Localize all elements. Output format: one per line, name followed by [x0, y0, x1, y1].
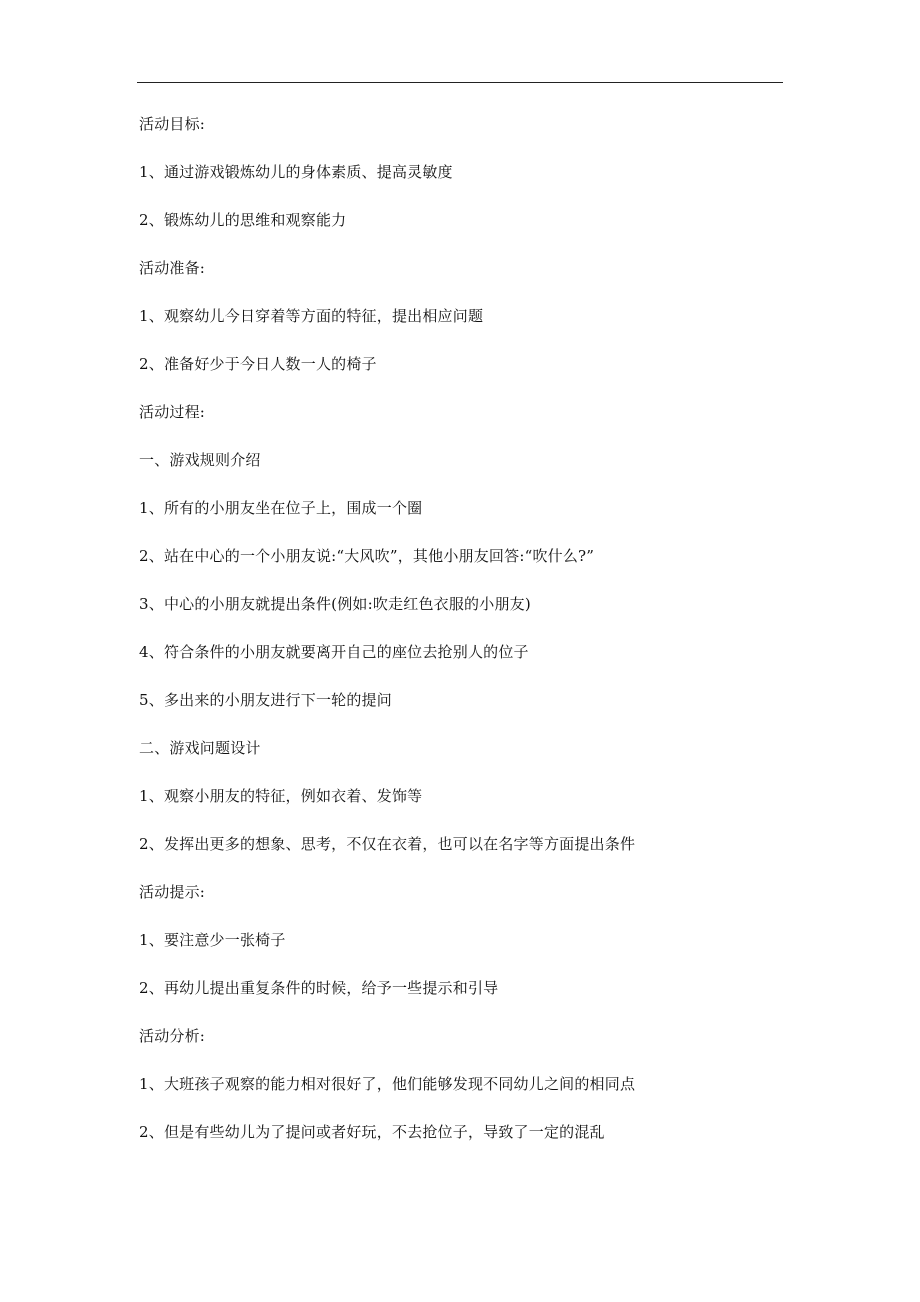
- list-item: 2、准备好少于今日人数一人的椅子: [139, 355, 377, 373]
- heading-activity-tips: 活动提示:: [139, 883, 206, 901]
- list-item: 3、中心的小朋友就提出条件(例如:吹走红色衣服的小朋友): [139, 595, 531, 613]
- heading-activity-preparation: 活动准备:: [139, 259, 206, 277]
- subheading-question-design: 二、游戏问题设计: [139, 739, 261, 757]
- list-item: 4、符合条件的小朋友就要离开自己的座位去抢别人的位子: [139, 643, 529, 661]
- list-item: 2、锻炼幼儿的思维和观察能力: [139, 211, 347, 229]
- document-body: [139, 110, 779, 1166]
- list-item: 2、发挥出更多的想象、思考，不仅在衣着，也可以在名字等方面提出条件: [139, 835, 636, 853]
- list-item: 1、要注意少一张椅子: [139, 931, 286, 949]
- list-item: 5、多出来的小朋友进行下一轮的提问: [139, 691, 392, 709]
- heading-activity-goals: 活动目标:: [139, 115, 206, 133]
- list-item: 1、所有的小朋友坐在位子上，围成一个圈: [139, 499, 423, 517]
- list-item: 2、再幼儿提出重复条件的时候，给予一些提示和引导: [139, 979, 499, 997]
- list-item: 1、观察幼儿今日穿着等方面的特征，提出相应问题: [139, 307, 484, 325]
- heading-activity-process: 活动过程:: [139, 403, 206, 421]
- heading-activity-analysis: 活动分析:: [139, 1027, 206, 1045]
- list-item: 2、站在中心的一个小朋友说:“大风吹”，其他小朋友回答:“吹什么?”: [139, 547, 595, 565]
- header-rule: [137, 82, 783, 83]
- subheading-game-rules: 一、游戏规则介绍: [139, 451, 261, 469]
- list-item: 1、通过游戏锻炼幼儿的身体素质、提高灵敏度: [139, 163, 453, 181]
- list-item: 1、观察小朋友的特征，例如衣着、发饰等: [139, 787, 423, 805]
- list-item: 2、但是有些幼儿为了提问或者好玩，不去抢位子，导致了一定的混乱: [139, 1123, 605, 1141]
- list-item: 1、大班孩子观察的能力相对很好了，他们能够发现不同幼儿之间的相同点: [139, 1075, 636, 1093]
